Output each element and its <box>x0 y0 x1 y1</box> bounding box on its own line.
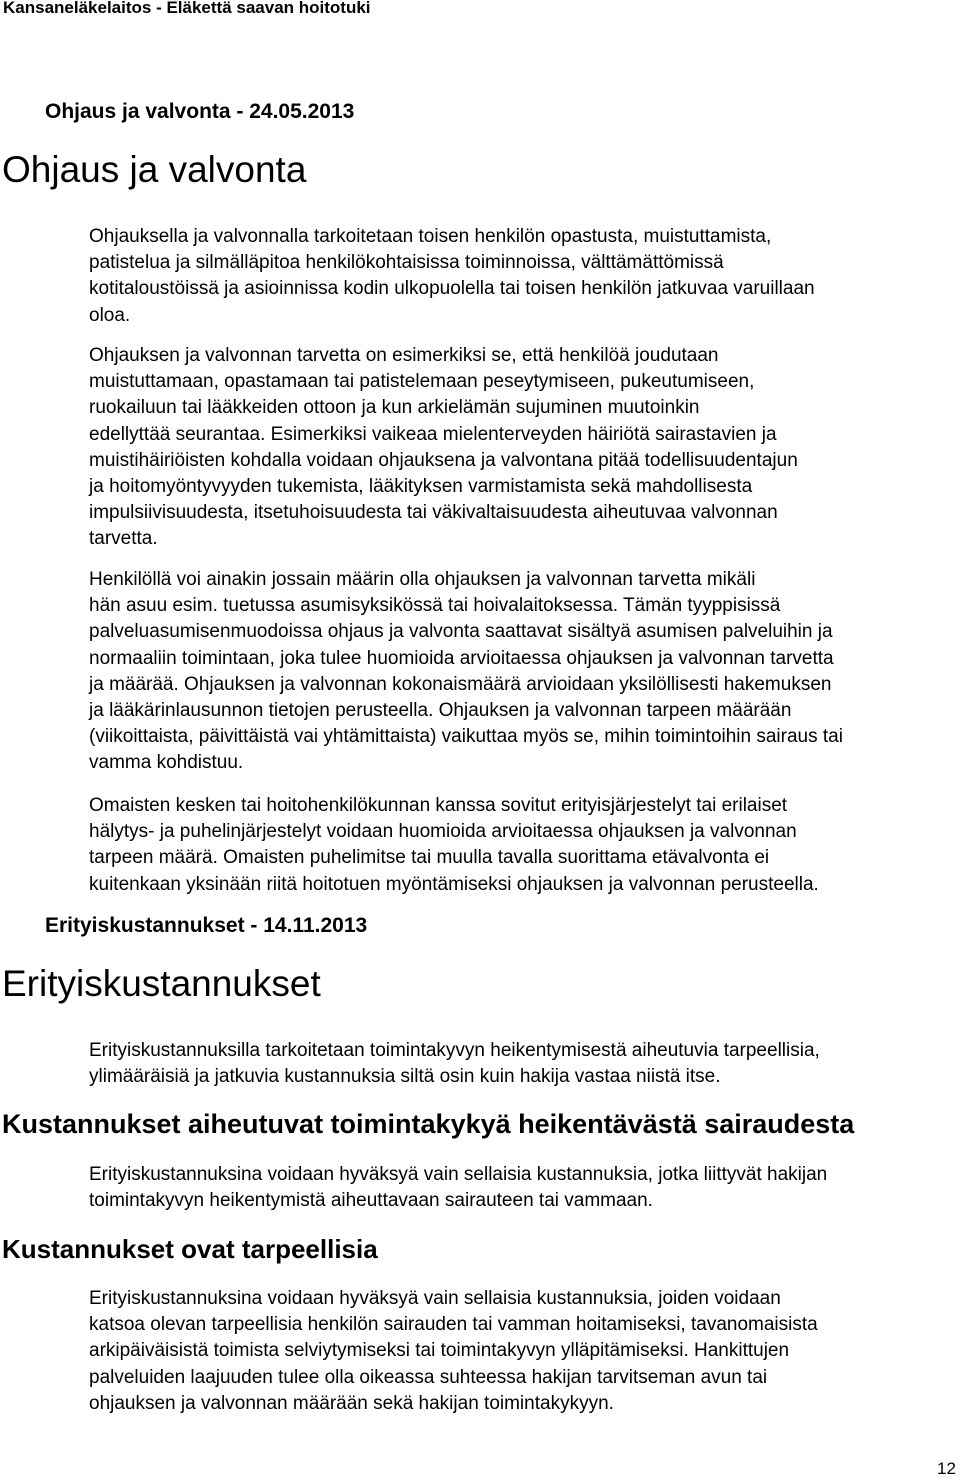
paragraph <box>89 224 960 329</box>
running-header: Kansaneläkelaitos - Eläkettä saavan hoitotuki <box>3 0 371 17</box>
paragraph <box>89 343 960 553</box>
text-line: tarpeen määrä. Omaisten puhelimitse tai muulla tavalla suorittama etävalvonta ei <box>89 847 770 869</box>
text-line: hän asuu esim. tuetussa asumisyksikössä tai hoivalaitoksessa. Tämän tyyppisissä <box>89 595 781 617</box>
section-title: Ohjaus ja valvonta <box>2 149 307 190</box>
text-line: kotitaloustöissä ja asioinnissa kodin ulkopuolella tai toisen henkilön jatkuvaa varuillaan <box>89 278 815 300</box>
text-line: (viikoittaista, päivittäistä vai yhtämittaista) vaikuttaa myös se, mihin toimintoihin sairaus tai <box>89 726 843 748</box>
paragraph <box>89 567 960 777</box>
text-line: ja määrää. Ohjauksen ja valvonnan kokonaismäärä arvioidaan yksilöllisesti hakemuksen <box>89 673 832 695</box>
text-line: kuitenkaan yksinään riitä hoitotuen myöntämiseksi ohjauksen ja valvonnan perusteella. <box>89 873 819 895</box>
text-line: ja lääkärinlausunnon tietojen perusteella. Ohjauksen ja valvonnan tarpeen määrään <box>89 700 792 722</box>
paragraph <box>89 1162 960 1214</box>
text-line: hälytys- ja puhelinjärjestelyt voidaan huomioida arvioitaessa ohjauksen ja valvonnan <box>89 821 797 843</box>
section-date-line: Ohjaus ja valvonta - 24.05.2013 <box>45 100 355 123</box>
text-line: arkipäiväisistä toimista selviytymiseksi tai toimintakyvyn ylläpitämiseksi. Hankittujen <box>89 1340 790 1362</box>
text-line: Henkilöllä voi ainakin jossain määrin olla ohjauksen ja valvonnan tarvetta mikäli <box>89 569 756 590</box>
text-line: katsoa olevan tarpeellisia henkilön sairauden tai vamman hoitamiseksi, tavanomaisista <box>89 1314 818 1336</box>
page-number: 12 <box>937 1459 956 1478</box>
text-line: Omaisten kesken tai hoitohenkilökunnan kanssa sovitut erityisjärjestelyt tai erilaiset <box>89 795 788 816</box>
subsection-title: Kustannukset ovat tarpeellisia <box>2 1234 378 1264</box>
paragraph <box>89 793 960 898</box>
text-line: impulsiivisuudesta, itsetuhoisuudesta tai väkivaltaisuudesta aiheutuvaa valvonnan <box>89 502 778 524</box>
section-date-line: Erityiskustannukset - 14.11.2013 <box>45 914 368 937</box>
text-line: toimintakyvyn heikentymistä aiheuttavaan sairauteen tai vammaan. <box>89 1190 653 1212</box>
text-line: Erityiskustannuksilla tarkoitetaan toimintakyvyn heikentymisestä aiheutuvia tarpeellisia, <box>89 1040 820 1061</box>
text-line: Ohjauksen ja valvonnan tarvetta on esimerkiksi se, että henkilöä joudutaan <box>89 345 719 366</box>
text-line: edellyttää seurantaa. Esimerkiksi vaikeaa mielenterveyden häiriötä sairastavien ja <box>89 423 777 445</box>
text-line: muistuttamaan, opastamaan tai patistelemaan peseytymiseen, pukeutumiseen, <box>89 371 755 393</box>
text-line: oloa. <box>89 304 131 326</box>
text-line: patistelua ja silmälläpitoa henkilökohtaisissa toiminnoissa, välttämättömissä <box>89 252 724 274</box>
text-line: Ohjauksella ja valvonnalla tarkoitetaan toisen henkilön opastusta, muistuttamista, <box>89 226 772 247</box>
paragraph <box>89 1038 960 1090</box>
text-line: ja hoitomyöntyvyyden tukemista, lääkityksen varmistamista sekä mahdollisesta <box>89 476 753 498</box>
text-line: palveluiden laajuuden tulee olla oikeassa suhteessa hakijan tarvitseman avun tai <box>89 1366 768 1388</box>
paragraph <box>89 1286 960 1417</box>
text-line: ylimääräisiä ja jatkuvia kustannuksia siltä osin kuin hakija vastaa niistä itse. <box>89 1066 721 1088</box>
text-line: tarvetta. <box>89 528 158 550</box>
text-line: Erityiskustannuksina voidaan hyväksyä vain sellaisia kustannuksia, jotka liittyvät hakijan <box>89 1164 828 1185</box>
text-line: normaaliin toimintaan, joka tulee huomioida arvioitaessa ohjauksen ja valvonnan tarvetta <box>89 647 834 669</box>
text-line: ohjauksen ja valvonnan määrään sekä hakijan toimintakykyyn. <box>89 1392 614 1414</box>
text-line: vamma kohdistuu. <box>89 752 244 774</box>
text-line: muistihäiriöisten kohdalla voidaan ohjauksena ja valvontana pitää todellisuudentajun <box>89 449 798 471</box>
text-line: ruokailuun tai lääkkeiden ottoon ja kun arkielämän sujuminen muutoinkin <box>89 397 700 419</box>
text-line: palveluasumisenmuodoissa ohjaus ja valvonta saattavat sisältyä asumisen palveluihin ja <box>89 621 833 643</box>
text-line: Erityiskustannuksina voidaan hyväksyä vain sellaisia kustannuksia, joiden voidaan <box>89 1288 781 1309</box>
subsection-title: Kustannukset aiheutuvat toimintakykyä heikentävästä sairaudesta <box>2 1109 855 1139</box>
section-title: Erityiskustannukset <box>2 963 321 1004</box>
